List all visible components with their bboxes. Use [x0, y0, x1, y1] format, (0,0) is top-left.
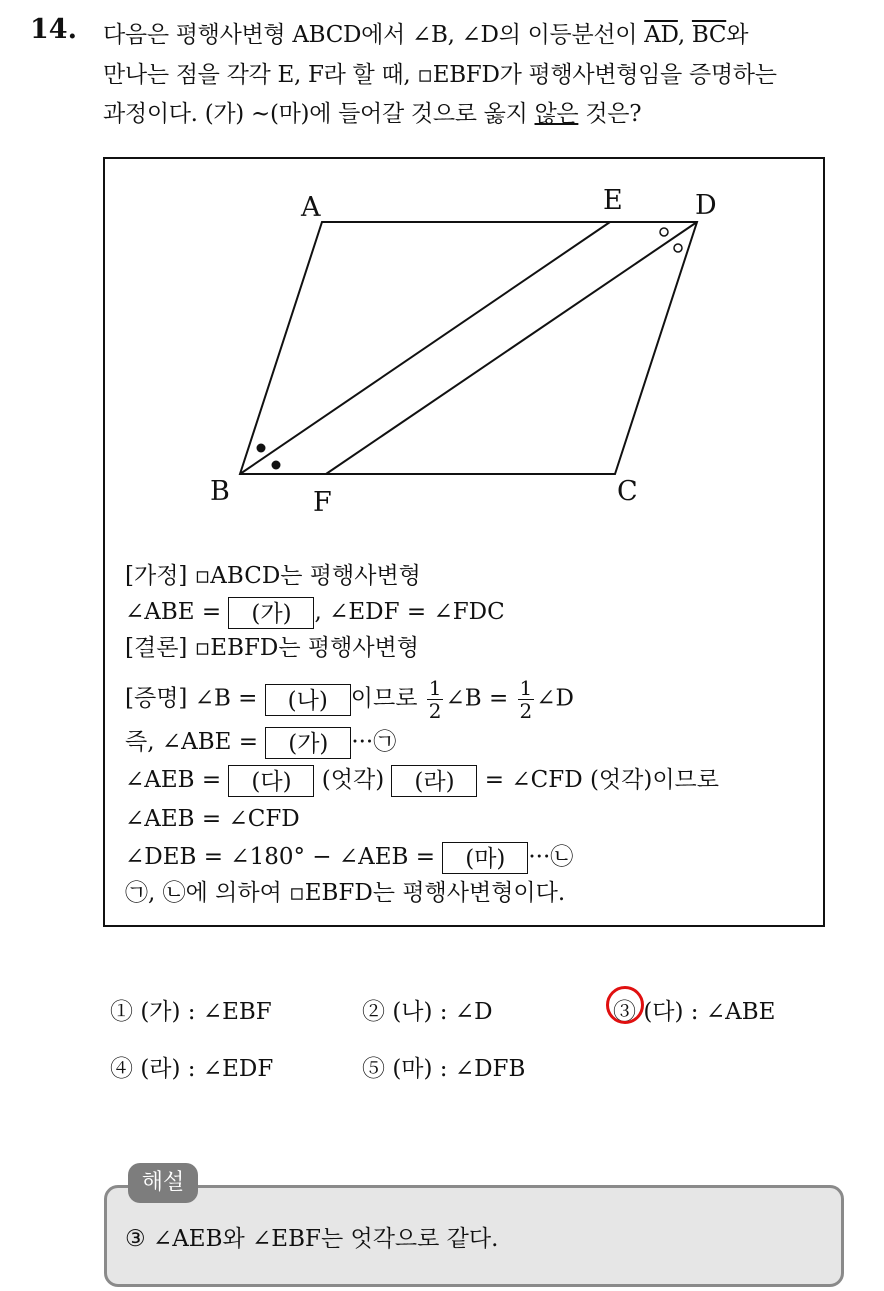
fraction-denominator: 2 [519, 699, 533, 723]
emphasis-not: 않은 [534, 101, 579, 127]
blank-ra: (라) [391, 765, 477, 797]
proof-text: ∠DEB = ∠180° − ∠AEB = [125, 844, 443, 870]
proof-text: [증명] ∠B = [125, 685, 265, 712]
question-text: 다음은 평행사변형 ABCD에서 ∠B, ∠D의 이등분선이 [103, 22, 645, 48]
proof-line-5 [125, 725, 396, 759]
fraction-numerator: 1 [519, 676, 533, 700]
choice-number: ④ [110, 1056, 133, 1082]
choice-text: (마) : ∠DFB [392, 1056, 526, 1082]
segment-df [326, 222, 697, 474]
proof-text: = ∠CFD (엇각)이므로 [477, 767, 719, 793]
label-a: A [301, 192, 321, 223]
label-f: F [313, 487, 332, 518]
choice-text: (라) : ∠EDF [140, 1056, 274, 1082]
choice-2[interactable] [362, 993, 493, 1026]
blank-ga: (가) [228, 597, 314, 629]
proof-text: ···㉠ [351, 729, 397, 755]
choice-number: ① [110, 999, 133, 1025]
proof-hypothesis: [가정] ▫ABCD는 평행사변형 [125, 563, 421, 589]
proof-line-7: ∠AEB = ∠CFD [125, 806, 300, 832]
question-text: 것은? [578, 101, 642, 127]
choice-5[interactable] [362, 1050, 525, 1083]
angle-mark-d1 [660, 228, 668, 236]
proof-line-8 [125, 840, 573, 874]
parallelogram-abcd [240, 222, 697, 474]
answer-circle-mark [606, 986, 644, 1024]
proof-conclusion: [결론] ▫EBFD는 평행사변형 [125, 635, 419, 661]
proof-text: 이므로 [350, 685, 425, 712]
blank-da: (다) [228, 765, 314, 797]
solution-text: ③ ∠AEB와 ∠EBF는 엇각으로 같다. [125, 1226, 499, 1252]
choice-text: (가) : ∠EBF [140, 999, 272, 1025]
proof-line-2 [125, 595, 505, 629]
question-line-3 [103, 95, 641, 128]
choice-text: (나) : ∠D [392, 999, 493, 1025]
question-number: 14. [30, 14, 77, 45]
choice-number: ③ [613, 999, 636, 1025]
blank-ga-2: (가) [265, 727, 351, 759]
label-b: B [210, 476, 230, 507]
blank-na: (나) [265, 684, 351, 716]
proof-text: ∠D [536, 685, 574, 712]
blank-ma: (마) [442, 842, 528, 874]
segment-ad: $\overline{AD}$ [644, 22, 678, 48]
proof-text: ···㉡ [528, 844, 574, 870]
comma: , [677, 22, 692, 48]
choice-4[interactable] [110, 1050, 273, 1083]
question-line-1 [103, 16, 748, 49]
label-c: C [617, 476, 638, 507]
proof-text: (엇각) [314, 767, 392, 793]
choice-number: ⑤ [362, 1056, 385, 1082]
fraction-half [427, 677, 444, 722]
angle-mark-d2 [674, 244, 682, 252]
proof-line-6 [125, 763, 719, 797]
question-line-2: 만나는 점을 각각 E, F라 할 때, ▫EBFD가 평행사변형임을 증명하는 [103, 62, 777, 88]
choice-number: ② [362, 999, 385, 1025]
angle-mark-b2 [272, 461, 281, 470]
proof-box [103, 157, 825, 927]
proof-text: ∠B = [445, 685, 516, 712]
question-text: 과정이다. (가) ~(마)에 들어갈 것으로 옳지 [103, 101, 535, 127]
segment-be [240, 222, 610, 474]
proof-final: ㉠, ㉡에 의하여 ▫EBFD는 평행사변형이다. [125, 880, 566, 906]
proof-text: 즉, ∠ABE = [125, 729, 266, 755]
proof-text: ∠ABE = [125, 599, 229, 625]
proof-text: , ∠EDF = ∠FDC [314, 599, 505, 625]
question-text: 와 [726, 22, 749, 48]
segment-bc: $\overline{BC}$ [691, 22, 727, 48]
proof-text: ∠AEB = [125, 767, 229, 793]
label-e: E [603, 185, 623, 216]
label-d: D [695, 190, 717, 221]
angle-mark-b1 [257, 444, 266, 453]
fraction-denominator: 2 [428, 699, 442, 723]
choice-1[interactable] [110, 993, 272, 1026]
fraction-numerator: 1 [428, 676, 442, 700]
fraction-half [518, 677, 535, 722]
proof-line-4 [125, 676, 574, 723]
solution-tag: 해설 [128, 1163, 198, 1203]
choice-text: (다) : ∠ABE [643, 999, 776, 1025]
parallelogram-figure [105, 159, 825, 539]
